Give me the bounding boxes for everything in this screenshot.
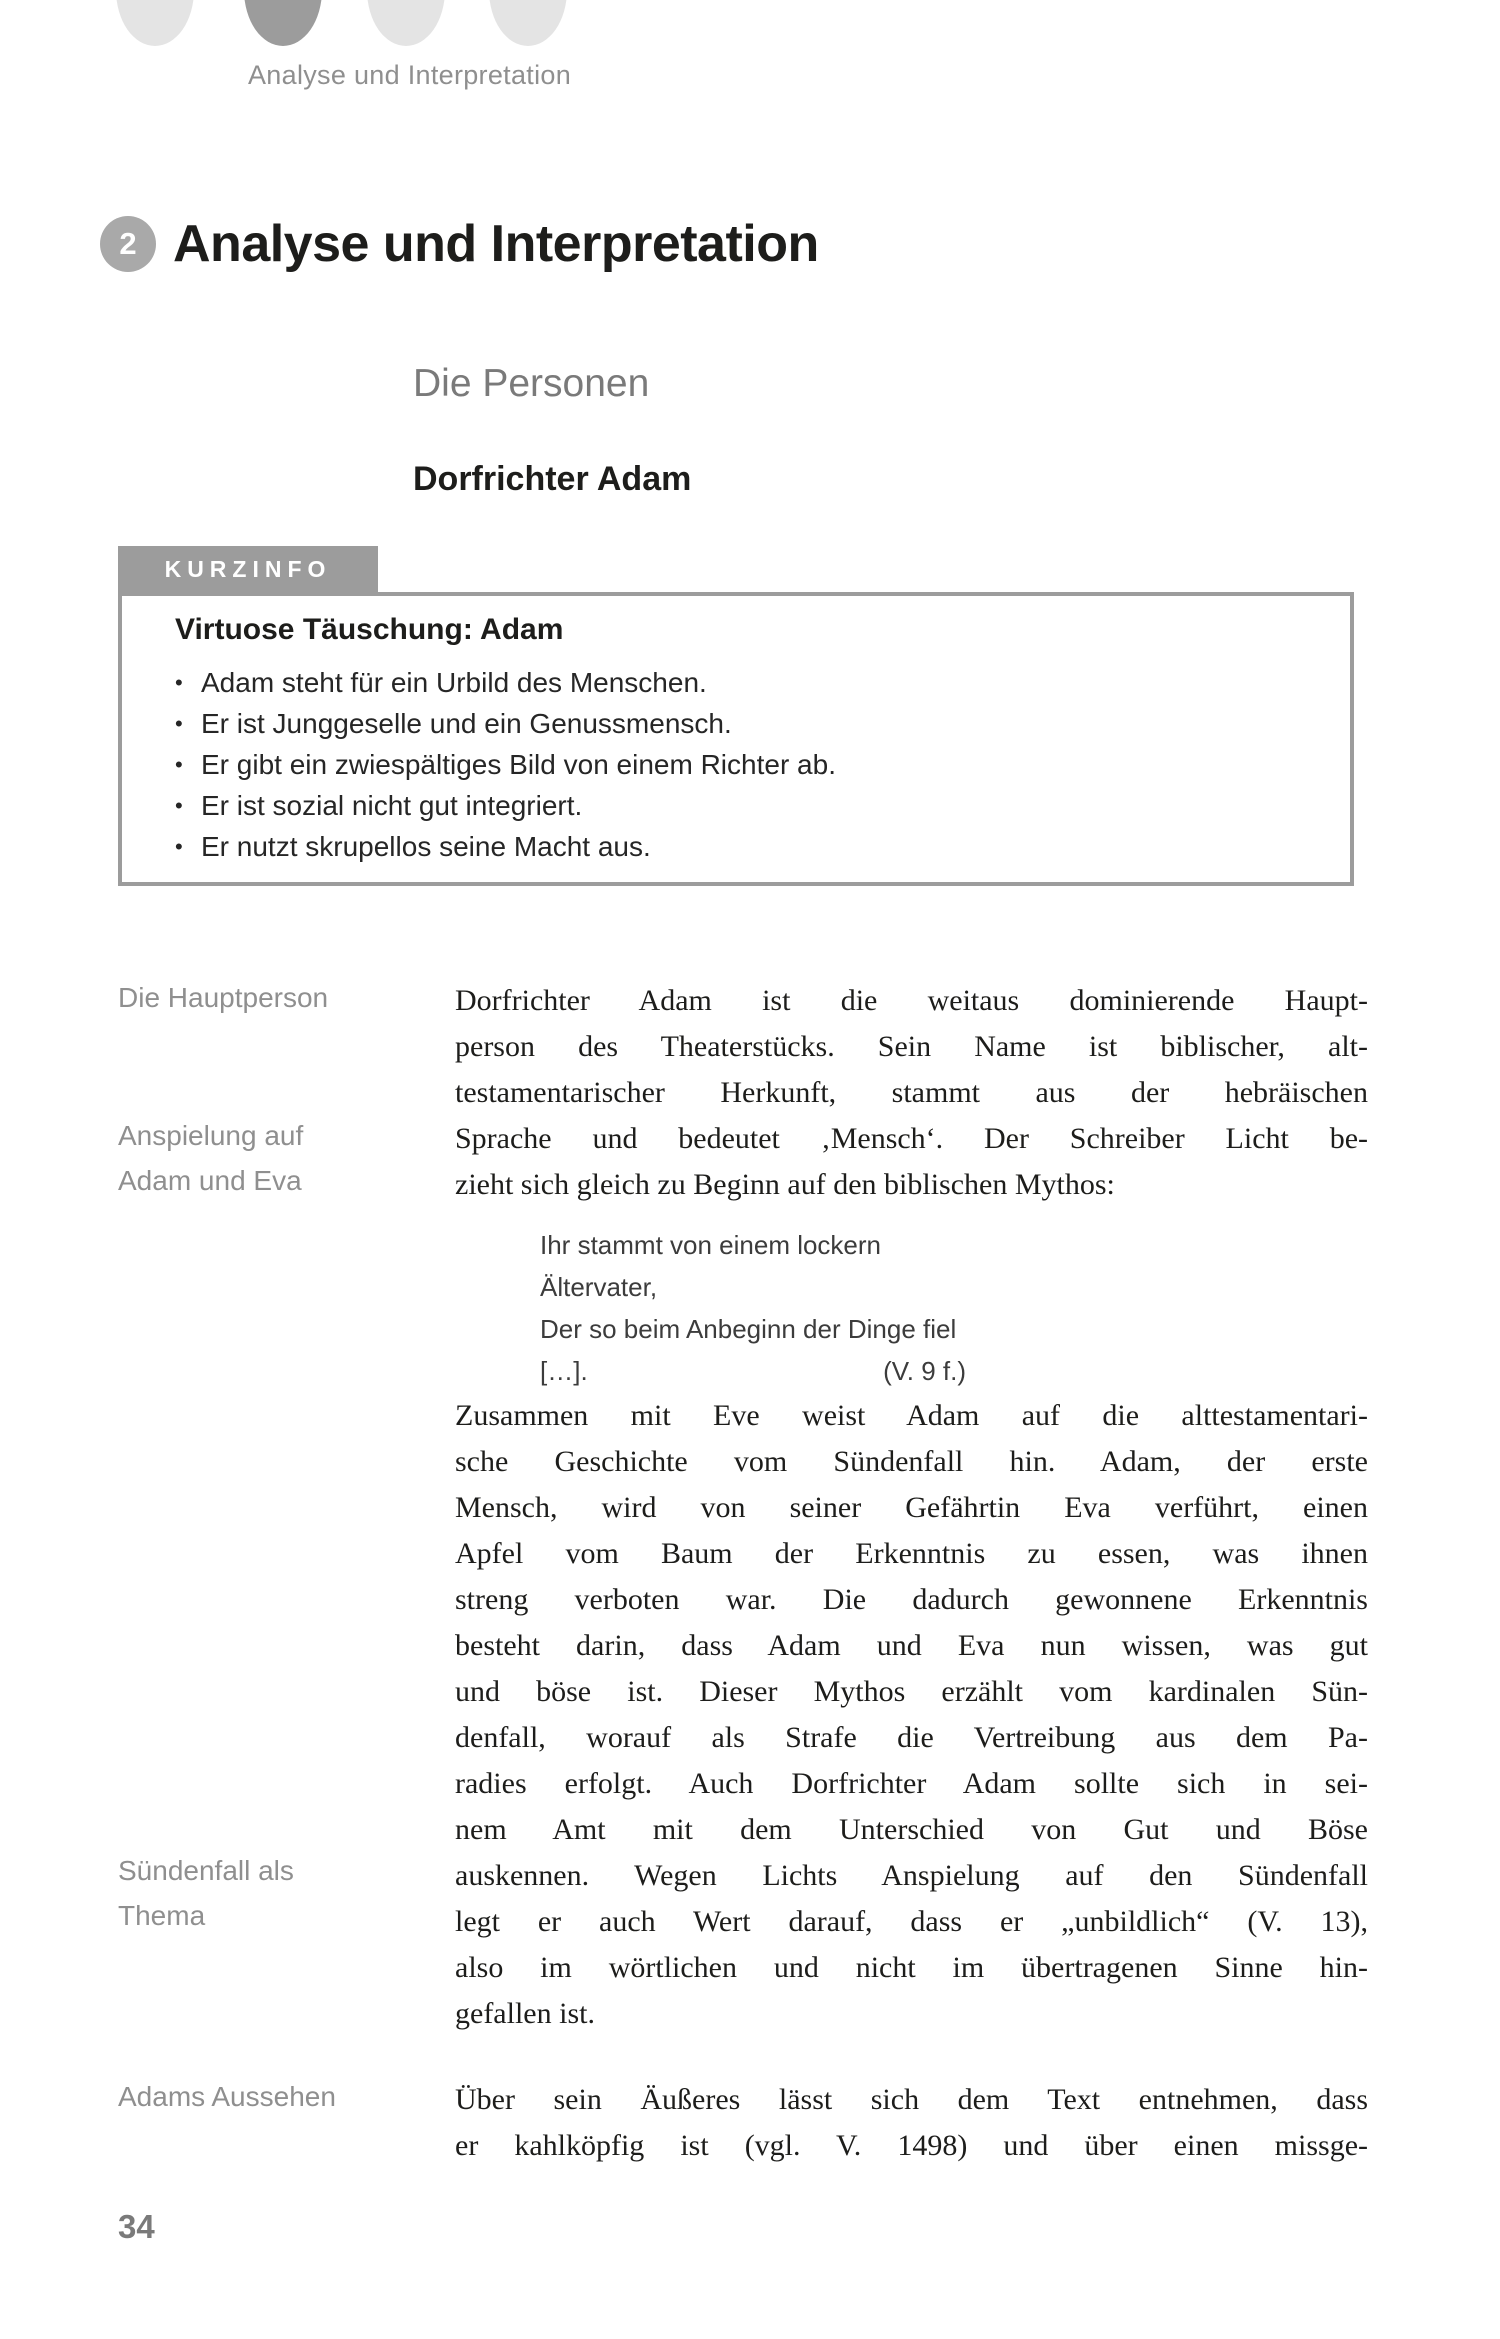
bullet-text: Er gibt ein zwiespältiges Bild von einem Richter ab. [201,749,836,780]
progress-dot [116,0,194,46]
text-line: legt er auch Wert darauf, dass er „unbildlich“ (V. 13), [455,1905,1368,1938]
margin-note-anspielung [118,1113,428,1203]
text-line: und böse ist. Dieser Mythos erzählt vom kardinalen Sün- [455,1675,1368,1708]
text-line: Sündenfall als [118,1855,294,1886]
verse-quote [540,1224,966,1392]
text-line: Dorfrichter Adam ist die weitaus dominierende Haupt- [455,984,1368,1017]
text-line: er kahlköpfig ist (vgl. V. 1498) und über einen missge- [455,2129,1368,2162]
bullet-dot: • [175,752,183,777]
text-line: gefallen ist. [455,1997,595,2030]
text-line: Zusammen mit Eve weist Adam auf die alttestamentari- [455,1399,1368,1432]
margin-note-aussehen [118,2074,428,2119]
kurzinfo-bullet [175,826,1320,867]
text-line: testamentarischer Herkunft, stammt aus der hebräischen [455,1076,1368,1109]
text-line: besteht darin, dass Adam und Eva nun wissen, was gut [455,1629,1368,1662]
text-line: Mensch, wird von seiner Gefährtin Eva verführt, einen [455,1491,1368,1524]
kurzinfo-box [118,592,1354,886]
bullet-text: Er ist sozial nicht gut integriert. [201,790,583,821]
text-line: Adams Aussehen [118,2081,336,2112]
text-line: Über sein Äußeres lässt sich dem Text entnehmen, dass [455,2083,1368,2116]
text-line: auskennen. Wegen Lichts Anspielung auf den Sündenfall [455,1859,1368,1892]
progress-dot [489,0,567,46]
text-line: Adam und Eva [118,1165,302,1196]
text-line: sche Geschichte vom Sündenfall hin. Adam, der erste [455,1445,1368,1478]
bullet-dot: • [175,711,183,736]
body-paragraph-2 [455,1393,1368,2037]
text-line: streng verboten war. Die dadurch gewonnene Erkenntnis [455,1583,1368,1616]
bullet-text: Er nutzt skrupellos seine Macht aus. [201,831,651,862]
body-paragraph-1 [455,978,1368,1208]
kurzinfo-bullet [175,744,1320,785]
kurzinfo-bullet-list [175,662,1320,867]
bullet-dot: • [175,834,183,859]
body-paragraph-3 [455,2077,1368,2169]
text-line: Apfel vom Baum der Erkenntnis zu essen, was ihnen [455,1537,1368,1570]
progress-dot [367,0,445,46]
kurzinfo-title: Virtuose Täuschung: Adam [175,613,564,646]
text-line: nem Amt mit dem Unterschied von Gut und Böse [455,1813,1368,1846]
kurzinfo-tab-label: KURZINFO [118,546,378,592]
text-line: person des Theaterstücks. Sein Name ist biblischer, alt- [455,1030,1368,1063]
section-title: Die Personen [413,362,650,405]
bullet-text: Er ist Junggeselle und ein Genussmensch. [201,708,732,739]
text-line: zieht sich gleich zu Beginn auf den biblischen Mythos: [455,1168,1115,1201]
kurzinfo-bullet [175,703,1320,744]
text-line: Ihr stammt von einem lockern Ältervater, [540,1230,882,1302]
progress-dot-active [244,0,322,46]
margin-note-hauptperson [118,975,428,1020]
text-line: Anspielung auf [118,1120,304,1151]
bullet-text: Adam steht für ein Urbild des Menschen. [201,667,707,698]
verse-quote-ellipsis: […]. [540,1356,588,1386]
kurzinfo-bullet [175,662,1320,703]
verse-citation: (V. 9 f.) [883,1356,966,1386]
text-line: Sprache und bedeutet ‚Mensch‘. Der Schreiber Licht be- [455,1122,1368,1155]
chapter-title: Analyse und Interpretation [173,215,819,273]
text-line: Die Hauptperson [118,982,329,1013]
chapter-number-badge: 2 [100,216,156,272]
bullet-dot: • [175,793,183,818]
text-line: Thema [118,1900,206,1931]
text-line: Der so beim Anbeginn der Dinge fiel [540,1314,957,1344]
margin-note-suendenfall [118,1848,428,1938]
page-number: 34 [118,2208,155,2245]
text-line: denfall, worauf als Strafe die Vertreibung aus dem Pa- [455,1721,1368,1754]
verse-quote-last-line [540,1350,966,1392]
bullet-dot: • [175,670,183,695]
verse-quote-lines [540,1224,966,1350]
subsection-title: Dorfrichter Adam [413,460,692,498]
text-line: radies erfolgt. Auch Dorfrichter Adam sollte sich in sei- [455,1767,1368,1800]
kurzinfo-bullet [175,785,1320,826]
text-line: also im wörtlichen und nicht im übertragenen Sinne hin- [455,1951,1368,1984]
running-header: Analyse und Interpretation [248,60,572,90]
chapter-heading [100,214,819,274]
